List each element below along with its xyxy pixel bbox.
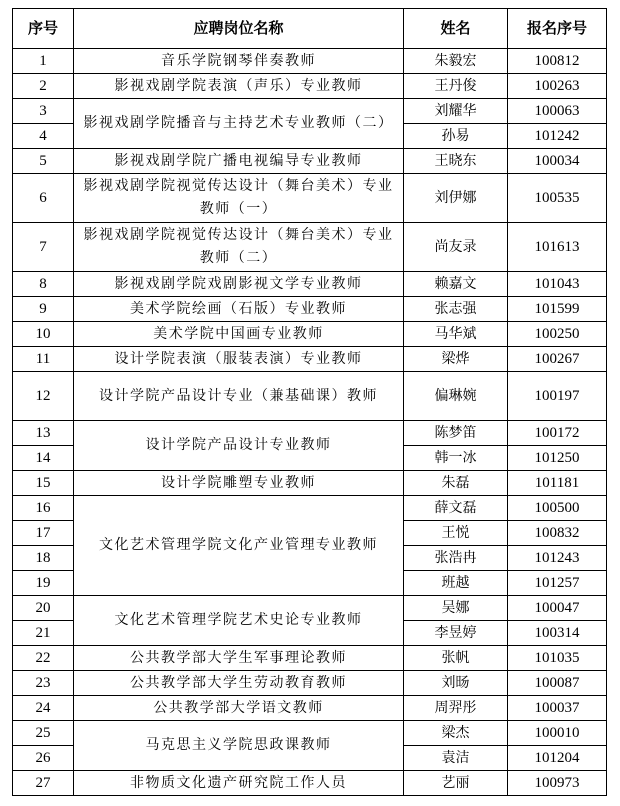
row-position: 影视戏剧学院广播电视编导专业教师 — [74, 149, 404, 174]
table-row — [13, 471, 607, 496]
row-no: 16 — [13, 496, 74, 521]
header-row — [13, 9, 607, 49]
row-reg: 100812 — [508, 49, 607, 74]
row-position: 影视戏剧学院视觉传达设计（舞台美术）专业教师（一） — [74, 174, 404, 223]
row-no: 22 — [13, 646, 74, 671]
row-name: 艺丽 — [404, 771, 508, 796]
row-name: 赖嘉文 — [404, 272, 508, 297]
table-row — [13, 646, 607, 671]
row-reg: 100250 — [508, 322, 607, 347]
header-position: 应聘岗位名称 — [74, 9, 404, 49]
row-name: 朱毅宏 — [404, 49, 508, 74]
table-row — [13, 223, 607, 272]
row-name: 刘旸 — [404, 671, 508, 696]
row-position: 影视戏剧学院戏剧影视文学专业教师 — [74, 272, 404, 297]
row-reg: 100010 — [508, 721, 607, 746]
row-no: 12 — [13, 372, 74, 421]
row-reg: 101257 — [508, 571, 607, 596]
row-no: 18 — [13, 546, 74, 571]
row-no: 24 — [13, 696, 74, 721]
row-name: 朱磊 — [404, 471, 508, 496]
row-position: 美术学院中国画专业教师 — [74, 322, 404, 347]
row-reg: 100172 — [508, 421, 607, 446]
row-name: 吴娜 — [404, 596, 508, 621]
row-no: 8 — [13, 272, 74, 297]
row-reg: 101250 — [508, 446, 607, 471]
row-reg: 100500 — [508, 496, 607, 521]
row-no: 7 — [13, 223, 74, 272]
row-name: 偏琳婉 — [404, 372, 508, 421]
row-position: 公共教学部大学生军事理论教师 — [74, 646, 404, 671]
row-reg: 100047 — [508, 596, 607, 621]
row-reg: 101181 — [508, 471, 607, 496]
row-no: 3 — [13, 99, 74, 124]
table-row — [13, 496, 607, 521]
row-position: 公共教学部大学生劳动教育教师 — [74, 671, 404, 696]
row-position: 美术学院绘画（石版）专业教师 — [74, 297, 404, 322]
table-row — [13, 74, 607, 99]
row-reg: 101243 — [508, 546, 607, 571]
row-name: 张帆 — [404, 646, 508, 671]
row-reg: 101035 — [508, 646, 607, 671]
row-reg: 100973 — [508, 771, 607, 796]
header-no: 序号 — [13, 9, 74, 49]
row-reg: 100087 — [508, 671, 607, 696]
row-name: 刘伊娜 — [404, 174, 508, 223]
row-name: 尚友录 — [404, 223, 508, 272]
row-reg: 100314 — [508, 621, 607, 646]
row-position: 影视戏剧学院视觉传达设计（舞台美术）专业教师（二） — [74, 223, 404, 272]
row-reg: 100197 — [508, 372, 607, 421]
row-no: 14 — [13, 446, 74, 471]
table-row — [13, 174, 607, 223]
row-no: 20 — [13, 596, 74, 621]
row-no: 23 — [13, 671, 74, 696]
row-name: 周羿彤 — [404, 696, 508, 721]
row-reg: 101613 — [508, 223, 607, 272]
row-position: 公共教学部大学语文教师 — [74, 696, 404, 721]
table-row — [13, 49, 607, 74]
row-no: 9 — [13, 297, 74, 322]
recruitment-table — [12, 8, 607, 796]
row-name: 梁杰 — [404, 721, 508, 746]
row-no: 15 — [13, 471, 74, 496]
row-reg: 100263 — [508, 74, 607, 99]
row-no: 5 — [13, 149, 74, 174]
row-no: 27 — [13, 771, 74, 796]
row-reg: 100063 — [508, 99, 607, 124]
row-no: 26 — [13, 746, 74, 771]
row-name: 张浩冉 — [404, 546, 508, 571]
row-position: 设计学院产品设计专业教师 — [74, 421, 404, 471]
row-name: 班越 — [404, 571, 508, 596]
row-name: 王晓东 — [404, 149, 508, 174]
row-reg: 100037 — [508, 696, 607, 721]
row-reg: 100535 — [508, 174, 607, 223]
row-position: 文化艺术管理学院文化产业管理专业教师 — [74, 496, 404, 596]
row-no: 13 — [13, 421, 74, 446]
row-no: 17 — [13, 521, 74, 546]
row-position: 影视戏剧学院播音与主持艺术专业教师（二） — [74, 99, 404, 149]
row-reg: 101242 — [508, 124, 607, 149]
table-row — [13, 347, 607, 372]
table-row — [13, 721, 607, 746]
row-reg: 101204 — [508, 746, 607, 771]
row-name: 张志强 — [404, 297, 508, 322]
row-name: 梁烨 — [404, 347, 508, 372]
row-name: 王悦 — [404, 521, 508, 546]
table-row — [13, 372, 607, 421]
row-no: 1 — [13, 49, 74, 74]
row-name: 韩一冰 — [404, 446, 508, 471]
table-row — [13, 421, 607, 446]
table-row — [13, 297, 607, 322]
row-reg: 100267 — [508, 347, 607, 372]
row-reg: 100832 — [508, 521, 607, 546]
table-row — [13, 771, 607, 796]
row-name: 李昱婷 — [404, 621, 508, 646]
row-no: 10 — [13, 322, 74, 347]
row-position: 音乐学院钢琴伴奏教师 — [74, 49, 404, 74]
table-row — [13, 99, 607, 124]
row-name: 马华斌 — [404, 322, 508, 347]
row-no: 2 — [13, 74, 74, 99]
table-row — [13, 671, 607, 696]
row-no: 4 — [13, 124, 74, 149]
row-name: 王丹俊 — [404, 74, 508, 99]
row-no: 11 — [13, 347, 74, 372]
row-no: 19 — [13, 571, 74, 596]
row-position: 设计学院雕塑专业教师 — [74, 471, 404, 496]
row-no: 21 — [13, 621, 74, 646]
row-no: 25 — [13, 721, 74, 746]
row-name: 陈梦笛 — [404, 421, 508, 446]
row-position: 文化艺术管理学院艺术史论专业教师 — [74, 596, 404, 646]
row-reg: 101599 — [508, 297, 607, 322]
row-no: 6 — [13, 174, 74, 223]
table-row — [13, 149, 607, 174]
row-reg: 101043 — [508, 272, 607, 297]
row-position: 影视戏剧学院表演（声乐）专业教师 — [74, 74, 404, 99]
table-row — [13, 596, 607, 621]
table-row — [13, 322, 607, 347]
row-position: 马克思主义学院思政课教师 — [74, 721, 404, 771]
row-name: 刘耀华 — [404, 99, 508, 124]
row-name: 袁洁 — [404, 746, 508, 771]
row-position: 非物质文化遗产研究院工作人员 — [74, 771, 404, 796]
row-name: 薛文磊 — [404, 496, 508, 521]
row-name: 孙易 — [404, 124, 508, 149]
row-reg: 100034 — [508, 149, 607, 174]
header-name: 姓名 — [404, 9, 508, 49]
row-position: 设计学院表演（服装表演）专业教师 — [74, 347, 404, 372]
header-reg: 报名序号 — [508, 9, 607, 49]
table-row — [13, 696, 607, 721]
table-row — [13, 272, 607, 297]
row-position: 设计学院产品设计专业（兼基础课）教师 — [74, 372, 404, 421]
